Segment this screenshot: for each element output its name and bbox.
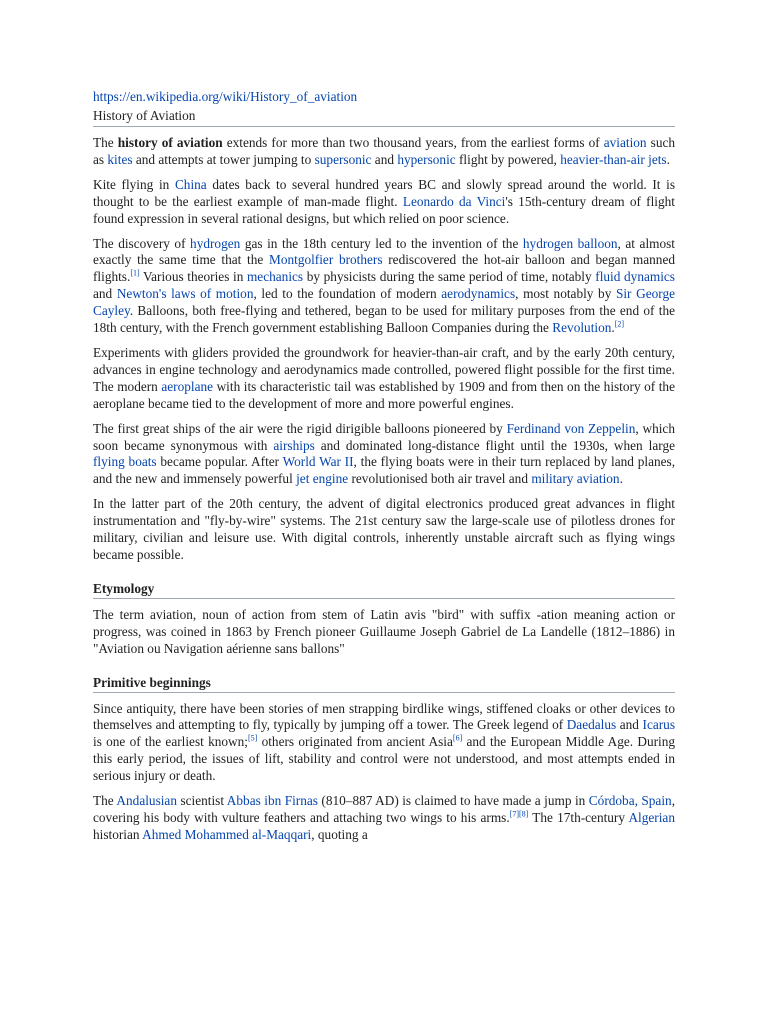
text-run: The [93, 135, 118, 150]
intro [93, 135, 675, 564]
text-run: and [616, 717, 643, 733]
link-montgolfier-brothers[interactable]: Montgolfier brothers [269, 252, 383, 268]
link-hydrogen[interactable]: hydrogen [190, 235, 241, 251]
text-run: historian [93, 826, 143, 842]
link-leonardo-da-vinci[interactable]: Leonardo da Vinci [402, 193, 506, 209]
text-run: and [371, 151, 398, 167]
text-run: Experiments with gliders provided the groundwork for heavier-than-air craft, and by the early 20th century, advances in engine technology and aerodynamics made controlled, powered flight possible for the first time. The modern [93, 344, 675, 394]
link-fluid-dynamics[interactable]: fluid dynamics [595, 269, 675, 285]
link-china[interactable]: China [174, 176, 207, 192]
text-run: rediscovered the hot-air balloon and began manned flights. [93, 252, 676, 285]
paragraph [93, 177, 675, 228]
link-military-aviation[interactable]: military aviation [531, 471, 620, 487]
text-run: others originated from ancient Asia [257, 734, 453, 750]
citation-ref[interactable]: [6] [452, 733, 463, 743]
text-run: , led to the foundation of modern [253, 286, 442, 302]
paragraph [93, 701, 675, 786]
text-run: is one of the earliest known; [93, 734, 248, 750]
sections [93, 580, 675, 844]
text-run: revolutionised both air travel and [348, 471, 532, 487]
text-run: . [619, 471, 623, 487]
link-jet-engine[interactable]: jet engine [296, 471, 349, 487]
citation-ref[interactable]: [2] [614, 319, 625, 329]
text-run: , at almost exactly the same time that the [93, 235, 675, 268]
link-aeroplane[interactable]: aeroplane [161, 378, 214, 394]
link-supersonic[interactable]: supersonic [314, 151, 372, 167]
link-aerodynamics[interactable]: aerodynamics [441, 286, 516, 302]
source-url-link[interactable]: https://en.wikipedia.org/wiki/History_of_aviation [93, 89, 358, 104]
text-run: Kite flying in [93, 176, 175, 192]
text-run: , quoting a [311, 826, 368, 842]
bold-term: history of aviation [117, 135, 223, 150]
text-run: In the latter part of the 20th century, the advent of digital electronics produced great advances in flight instrumentation and "fly-by-wire" systems. The 21st century saw the large-scale use of pilotless drones for military, civilian and leisure use. With digital controls, inherently unstable aircraft such as flying wings became possible. [93, 496, 675, 562]
text-run: and the European Middle Age. During this early period, the issues of lift, stability and control were not understood, and most attempts ended in serious injury or death. [93, 734, 676, 784]
link-hydrogen-balloon[interactable]: hydrogen balloon [522, 235, 618, 251]
text-run: The term aviation, noun of action from stem of Latin avis "bird" with suffix -ation meaning action or progress, was coined in 1863 by French pioneer Guillaume Joseph Gabriel de La Landelle (1812–1886) in "Aviation ou Navigation aérienne sans ballons" [93, 606, 675, 656]
text-run: . [611, 320, 615, 336]
text-run: with its characteristic tail was established by 1909 and from then on the history of the aeroplane became tied to the development of more and more powerful engines. [93, 378, 675, 411]
citation-ref[interactable]: [7][8] [509, 809, 529, 819]
link-ahmed-mohammed-al-maqqari[interactable]: Ahmed Mohammed al-Maqqari [142, 826, 312, 842]
paragraph [93, 496, 675, 564]
text-run: Various theories in [139, 269, 247, 285]
text-run: , which soon became synonymous with [93, 420, 675, 453]
text-run: became popular. After [156, 454, 283, 470]
text-run: . [666, 151, 670, 167]
text-run: and [93, 286, 117, 302]
citation-ref[interactable]: [1] [130, 268, 140, 278]
link-algerian[interactable]: Algerian [628, 810, 675, 825]
text-run: scientist [177, 793, 227, 809]
link-newton-s-laws-of-motion[interactable]: Newton's laws of motion [116, 286, 254, 302]
text-run: The 17th-century [528, 810, 629, 825]
paragraph [93, 135, 675, 169]
page-title: History of Aviation [93, 107, 675, 127]
text-run: , covering his body with vulture feathers and attaching two wings to his arms. [93, 793, 676, 825]
text-run: and attempts at tower jumping to [132, 151, 315, 167]
text-run: such as [93, 135, 676, 167]
text-run: The [93, 793, 117, 809]
paragraph [93, 421, 675, 489]
text-run: , most notably by [515, 286, 616, 302]
link-airships[interactable]: airships [273, 437, 315, 453]
article [93, 88, 675, 844]
link-heavier-than-air-jets[interactable]: heavier-than-air jets [560, 151, 667, 167]
text-run: gas in the 18th century led to the invention of the [240, 235, 523, 251]
link-c-rdoba-spain[interactable]: Córdoba, Spain [588, 793, 672, 809]
link-daedalus[interactable]: Daedalus [566, 717, 617, 733]
link-mechanics[interactable]: mechanics [246, 269, 304, 285]
link-aviation[interactable]: aviation [603, 135, 647, 150]
text-run: 's 15th-century dream of flight found expression in several rational designs, but which relied on poor science. [93, 193, 675, 226]
link-kites[interactable]: kites [107, 151, 133, 167]
paragraph [93, 236, 675, 337]
link-sir-george-cayley[interactable]: Sir George Cayley [93, 286, 675, 319]
link-flying-boats[interactable]: flying boats [93, 454, 157, 470]
text-run: The first great ships of the air were the rigid dirigible balloons pioneered by [93, 420, 507, 436]
text-run: Since antiquity, there have been stories of men strapping birdlike wings, stiffened cloaks or other devices to themselves and attempting to fly, typically by jumping off a tower. The Greek legend of [93, 700, 675, 733]
text-run: flight by powered, [455, 151, 561, 167]
text-run: (810–887 AD) is claimed to have made a jump in [317, 793, 589, 809]
text-run: . Balloons, both free-flying and tethered, began to be used for military purposes from the end of the 18th century, with the French government establishing Balloon Companies during the [93, 303, 675, 336]
text-run: and dominated long-distance flight until the 1930s, when large [314, 437, 675, 453]
text-run: , the flying boats were in their turn replaced by land planes, and the new and immensely powerful [93, 454, 676, 487]
link-ferdinand-von-zeppelin[interactable]: Ferdinand von Zeppelin [506, 420, 636, 436]
paragraph [93, 345, 675, 413]
text-run: by physicists during the same period of time, notably [303, 269, 596, 285]
link-abbas-ibn-firnas[interactable]: Abbas ibn Firnas [226, 793, 318, 809]
section-heading-primitive-beginnings: Primitive beginnings [93, 674, 675, 693]
text-run: The discovery of [93, 235, 191, 251]
paragraph [93, 607, 675, 658]
link-andalusian[interactable]: Andalusian [116, 793, 177, 809]
text-run: dates back to several hundred years BC and slowly spread around the world. It is thought to be the earliest example of man-made flight. [93, 176, 675, 209]
text-run: extends for more than two thousand years, from the earliest forms of [222, 135, 604, 150]
link-world-war-ii[interactable]: World War II [282, 454, 354, 470]
paragraph [93, 793, 675, 844]
link-revolution[interactable]: Revolution [552, 320, 612, 336]
link-icarus[interactable]: Icarus [642, 717, 675, 733]
citation-ref[interactable]: [5] [247, 733, 258, 743]
section-heading-etymology: Etymology [93, 580, 675, 599]
link-hypersonic[interactable]: hypersonic [397, 151, 456, 167]
